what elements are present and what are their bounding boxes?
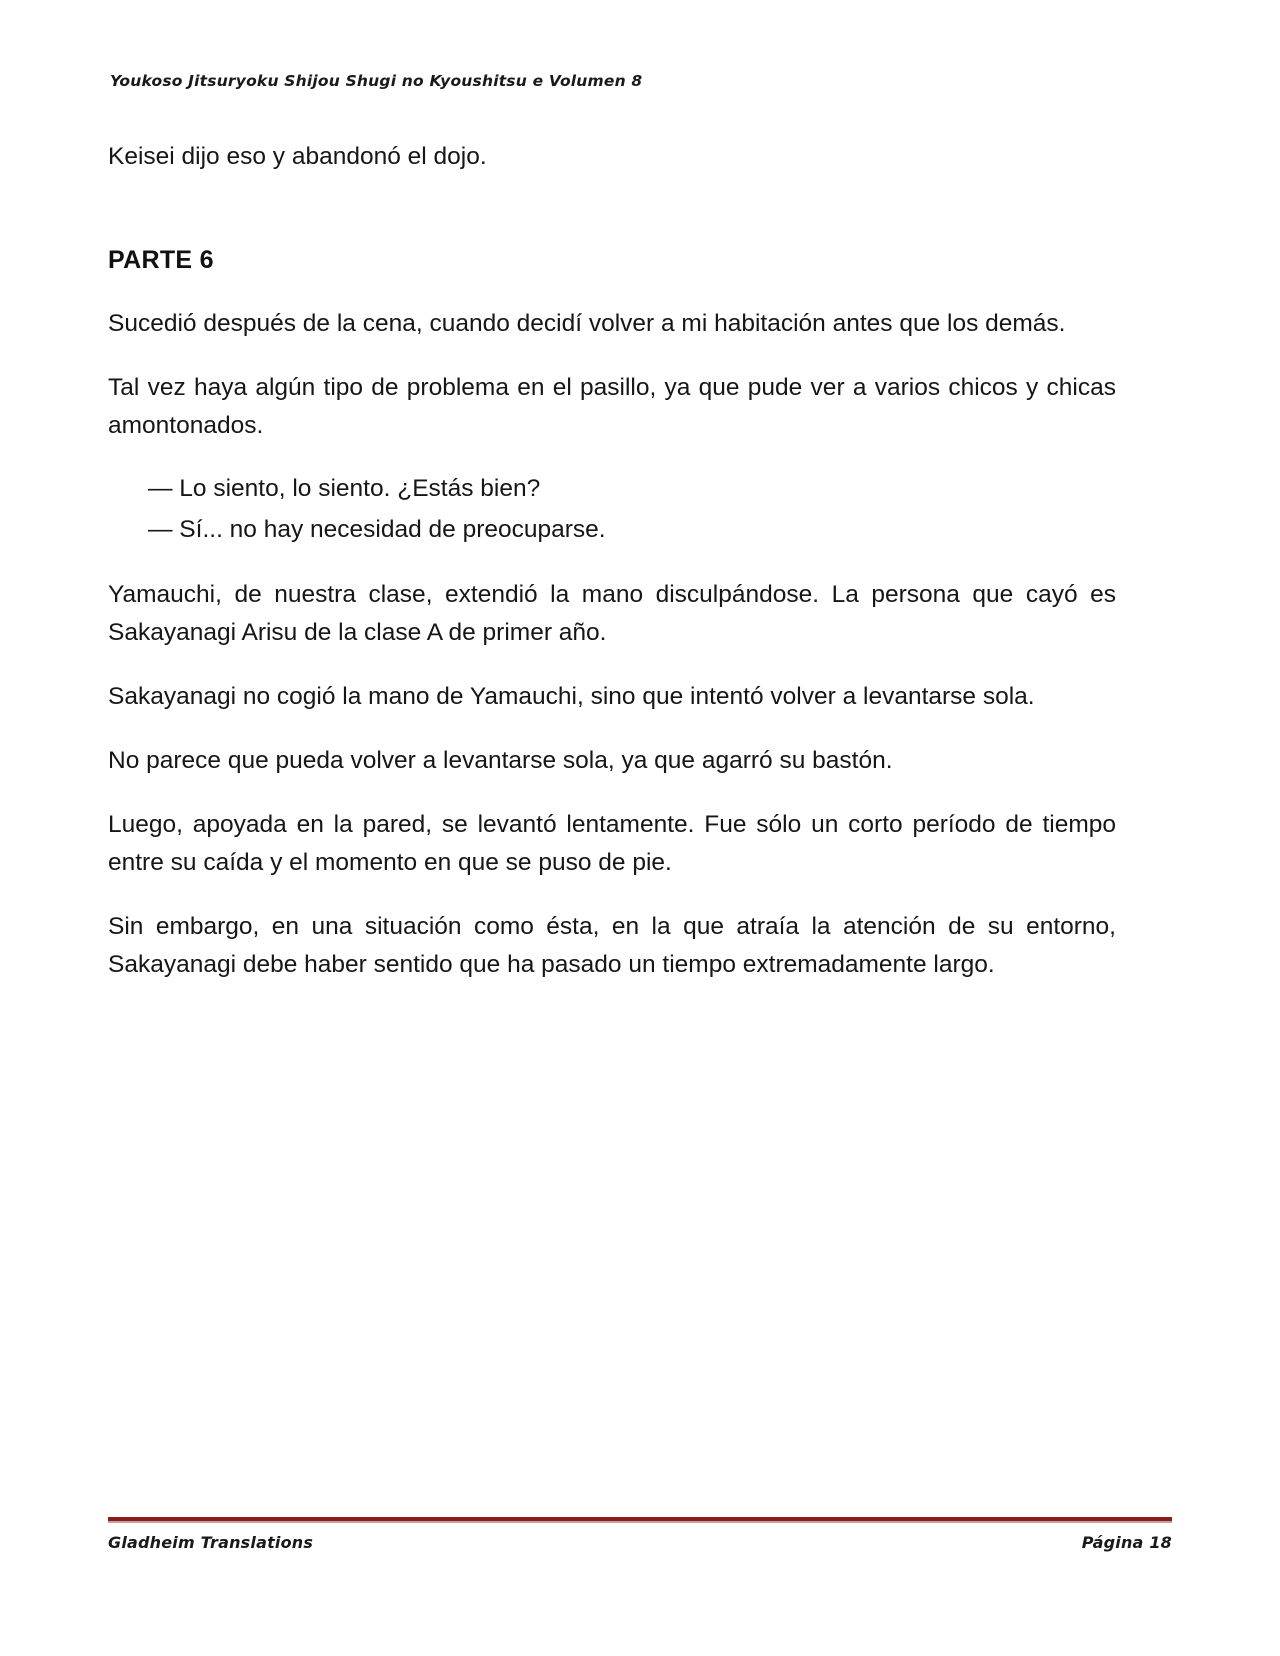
body-paragraph: Tal vez haya algún tipo de problema en el pasillo, ya que pude ver a varios chicos y chicas amontonados. [108,373,1116,439]
section-title: PARTE 6 [108,245,214,274]
body-paragraph: Sin embargo, en una situación como ésta, en la que atraía la atención de su entorno, Sakayanagi debe haber sentido que ha pasado un tiempo extremadamente largo. [108,913,1116,979]
running-header: Youkoso Jitsuryoku Shijou Shugi no Kyoushitsu e Volumen 8 [110,72,643,90]
body-paragraph: Sucedió después de la cena, cuando decidí volver a mi habitación antes que los demás. [108,309,1066,337]
body-paragraph: Sakayanagi no cogió la mano de Yamauchi, sino que intentó volver a levantarse sola. [108,683,1035,711]
body-paragraph: Yamauchi, de nuestra clase, extendió la mano disculpándose. La persona que cayó es Sakayanagi Arisu de la clase A de primer año. [108,581,1116,647]
page-content [108,138,1116,984]
dialogue-line: — Lo siento, lo siento. ¿Estás bien? [148,474,541,502]
footer-page-number: Página 18 [1081,1533,1172,1552]
footer-translator: Gladheim Translations [108,1533,314,1552]
body-paragraph: No parece que pueda volver a levantarse sola, ya que agarró su bastón. [108,747,893,775]
dialogue-line: — Sí... no hay necesidad de preocuparse. [148,515,606,543]
page-footer [108,1517,1172,1552]
intro-paragraph: Keisei dijo eso y abandonó el dojo. [108,143,487,170]
dialogue-block [108,471,1116,549]
footer-divider [108,1517,1172,1523]
body-paragraph: Luego, apoyada en la pared, se levantó lentamente. Fue sólo un corto período de tiempo entre su caída y el momento en que se puso de pie. [108,811,1116,877]
footer-row [108,1533,1172,1552]
